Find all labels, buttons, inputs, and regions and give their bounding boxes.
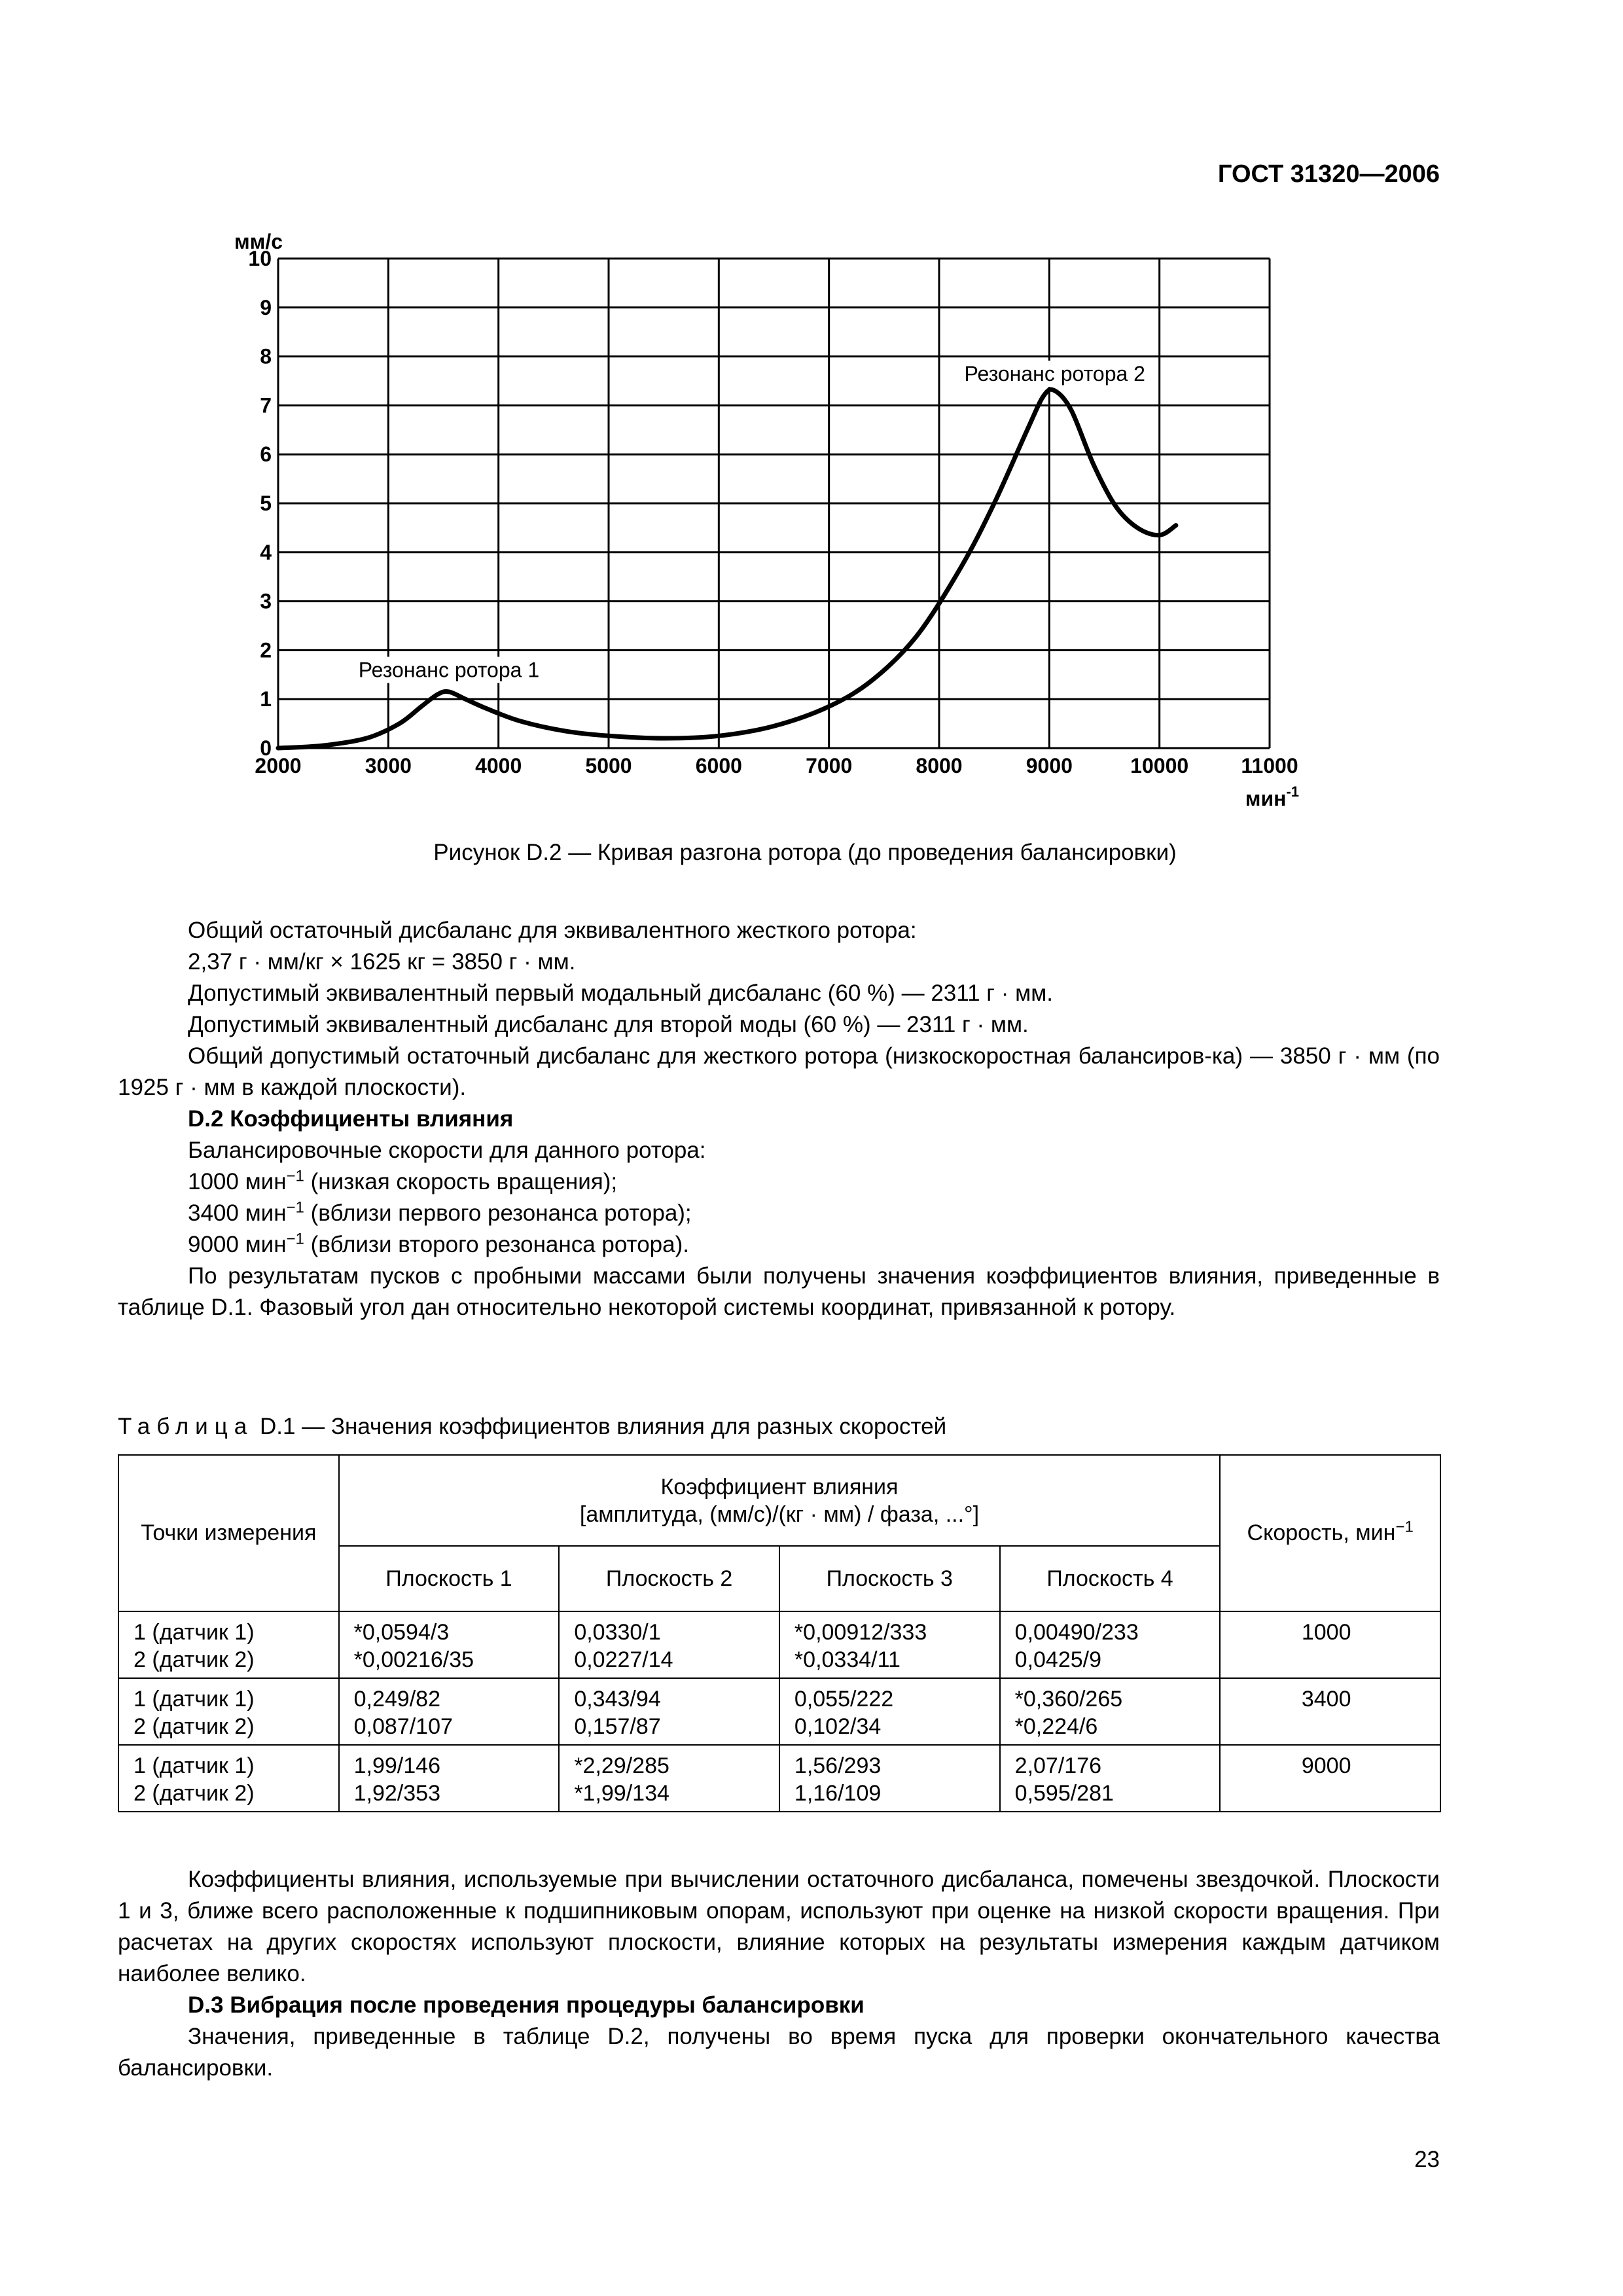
x-axis-label: мин$^{-1}$ xyxy=(1245,783,1299,810)
x-tick-label: 11000 xyxy=(1241,754,1298,778)
paragraph: По результатам пусков с пробными массами были получены значения коэффициентов влияния, приведенные в таблице D.1. Фазовый угол дан относительно некоторой системы координат, привязанной к ротору. xyxy=(118,1263,1440,1320)
influence-coefficients-table xyxy=(118,1454,1441,1812)
table-cell: *2,29/285 *1,99/134 xyxy=(559,1745,779,1812)
table-cell: *0,360/265 *0,224/6 xyxy=(1000,1678,1221,1745)
table-cell: 1,99/146 1,92/353 xyxy=(339,1745,560,1812)
body-text-section-d3 xyxy=(118,1864,1440,2084)
y-axis-ticks xyxy=(248,247,272,760)
table-cell-speed: 3400 xyxy=(1220,1678,1440,1745)
section-heading-d3: D.3 Вибрация после проведения процедуры балансировки xyxy=(188,1992,865,2018)
y-tick-label: 6 xyxy=(260,442,272,467)
table-cell-speed: 1000 xyxy=(1220,1611,1440,1678)
table-title: Таблица D.1 — Значения коэффициентов влияния для разных скоростей xyxy=(118,1414,947,1439)
x-tick-label: 5000 xyxy=(585,754,632,778)
paragraph: Допустимый эквивалентный дисбаланс для второй моды (60 %) — 2311 г · мм. xyxy=(188,1012,1029,1037)
y-tick-label: 4 xyxy=(260,540,272,564)
speed-item: 9000 мин$^{-1}$ (вблизи второго резонанса ротора). xyxy=(188,1230,689,1257)
table-cell: *0,00912/333 *0,0334/11 xyxy=(779,1611,1000,1678)
y-axis-label: мм/с xyxy=(234,230,283,253)
y-tick-label: 10 xyxy=(248,247,272,270)
y-tick-label: 5 xyxy=(260,492,272,515)
x-tick-label: 8000 xyxy=(916,754,963,778)
x-tick-label: 2000 xyxy=(255,754,302,778)
runup-curve-chart xyxy=(216,219,1329,841)
y-tick-label: 8 xyxy=(260,344,272,368)
table-row xyxy=(118,1678,1440,1745)
x-tick-label: 4000 xyxy=(475,754,522,778)
table-cell: *0,0594/3 *0,00216/35 xyxy=(339,1611,560,1678)
table-cell-points: 1 (датчик 1) 2 (датчик 2) xyxy=(118,1678,339,1745)
table-row xyxy=(118,1745,1440,1812)
x-tick-label: 9000 xyxy=(1026,754,1073,778)
body-text-section-d1 xyxy=(118,915,1440,1323)
paragraph: Коэффициенты влияния, используемые при вычислении остаточного дисбаланса, помечены звездочкой. Плоскости 1 и 3, ближе всего расположенные к подшипниковым опорам, используют при оценке на низкой скорости вращения. При расчетах на других скоростях используют плоскости, влияние которых на результаты измерения каждым датчиком наиболее велико. xyxy=(118,1867,1440,1986)
table-cell: 0,343/94 0,157/87 xyxy=(559,1678,779,1745)
y-tick-label: 3 xyxy=(260,589,272,613)
table-cell: 0,00490/233 0,0425/9 xyxy=(1000,1611,1221,1678)
x-tick-label: 3000 xyxy=(365,754,412,778)
header-influence-coefficient: Коэффициент влияния [амплитуда, (мм/с)/(кг · мм) / фаза, ...°] xyxy=(339,1455,1221,1546)
table-header-row xyxy=(118,1455,1440,1546)
header-plane-2: Плоскость 2 xyxy=(559,1546,779,1611)
paragraph: Балансировочные скорости для данного ротора: xyxy=(188,1138,706,1163)
runup-curve-line xyxy=(278,389,1176,748)
paragraph: 2,37 г · мм/кг × 1625 кг = 3850 г · мм. xyxy=(188,949,576,975)
header-plane-3: Плоскость 3 xyxy=(779,1546,1000,1611)
table-cell-points: 1 (датчик 1) 2 (датчик 2) xyxy=(118,1611,339,1678)
page-number: 23 xyxy=(1414,2147,1440,2172)
paragraph: Общий допустимый остаточный дисбаланс для жесткого ротора (низкоскоростная балансиров-ка) — 3850 г · мм (по 1925 г · мм в каждой плоскости). xyxy=(118,1043,1440,1100)
paragraph: Допустимый эквивалентный первый модальный дисбаланс (60 %) — 2311 г · мм. xyxy=(188,980,1054,1006)
y-tick-label: 9 xyxy=(260,295,272,319)
y-tick-label: 1 xyxy=(260,687,272,711)
section-heading-d2: D.2 Коэффициенты влияния xyxy=(188,1106,514,1132)
header-speed: Скорость, мин$^{-1}$ xyxy=(1220,1455,1440,1611)
header-plane-4: Плоскость 4 xyxy=(1000,1546,1221,1611)
x-tick-label: 7000 xyxy=(806,754,853,778)
x-tick-label: 6000 xyxy=(695,754,742,778)
figure-caption: Рисунок D.2 — Кривая разгона ротора (до проведения балансировки) xyxy=(433,840,1177,865)
header-plane-1: Плоскость 1 xyxy=(339,1546,560,1611)
y-tick-label: 0 xyxy=(260,736,272,760)
resonance-2-label: Резонанс ротора 2 xyxy=(964,362,1145,386)
speed-item: 3400 мин$^{-1}$ (вблизи первого резонанса ротора); xyxy=(188,1198,692,1226)
paragraph: Общий остаточный дисбаланс для эквивалентного жесткого ротора: xyxy=(188,918,917,943)
x-tick-label: 10000 xyxy=(1130,754,1189,778)
table-cell: 1,56/293 1,16/109 xyxy=(779,1745,1000,1812)
y-tick-label: 7 xyxy=(260,393,272,418)
table-cell-points: 1 (датчик 1) 2 (датчик 2) xyxy=(118,1745,339,1812)
x-axis-ticks xyxy=(255,754,1298,778)
table-cell: 2,07/176 0,595/281 xyxy=(1000,1745,1221,1812)
paragraph: Значения, приведенные в таблице D.2, получены во время пуска для проверки окончательного качества балансировки. xyxy=(118,2024,1440,2081)
speed-item: 1000 мин$^{-1}$ (низкая скорость вращения); xyxy=(188,1167,618,1194)
table-cell: 0,0330/1 0,0227/14 xyxy=(559,1611,779,1678)
table-cell-speed: 9000 xyxy=(1220,1745,1440,1812)
table-cell: 0,249/82 0,087/107 xyxy=(339,1678,560,1745)
resonance-1-label: Резонанс ротора 1 xyxy=(358,658,540,682)
y-tick-label: 2 xyxy=(260,638,272,662)
table-row xyxy=(118,1611,1440,1678)
header-measurement-points: Точки измерения xyxy=(118,1455,339,1611)
table-cell: 0,055/222 0,102/34 xyxy=(779,1678,1000,1745)
